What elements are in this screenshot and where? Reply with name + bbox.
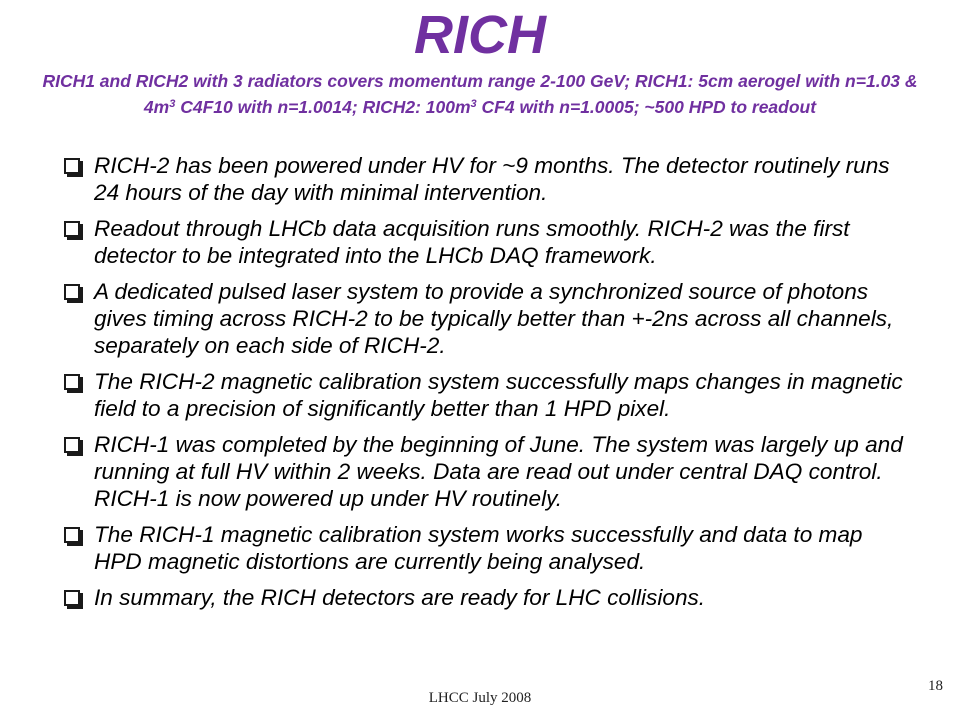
bullet-text: A dedicated pulsed laser system to provide a synchronized source of photons gives timing across RICH-2 to be typically better than +-2ns across all channels, separately on each side of RICH-2. [94,279,894,358]
bullet-item [64,431,910,512]
bullet-text: The RICH-1 magnetic calibration system works successfully and data to map HPD magnetic distortions are currently being analysed. [94,522,863,574]
hollow-square-bullet-icon [64,437,80,453]
bullet-item [64,521,910,575]
slide-subtitle [40,68,920,120]
subtitle-text-3: CF4 with n=1.0005; ~500 HPD to readout [476,97,817,117]
hollow-square-bullet-icon [64,527,80,543]
bullet-text: Readout through LHCb data acquisition runs smoothly. RICH-2 was the first detector to be integrated into the LHCb DAQ framework. [94,216,850,268]
hollow-square-bullet-icon [64,284,80,300]
bullet-item [64,278,910,359]
slide-title: RICH [414,5,546,65]
hollow-square-bullet-icon [64,374,80,390]
subtitle-superscript-2: 3 [470,98,477,110]
hollow-square-bullet-icon [64,158,80,174]
subtitle-text-2: C4F10 with n=1.0014; RICH2: 100m [175,97,471,117]
hollow-square-bullet-icon [64,590,80,606]
bullet-item [64,215,910,269]
bullet-item [64,152,910,206]
bullet-item [64,584,910,611]
bullet-list [64,152,910,620]
page-number: 18 [928,678,943,694]
bullet-text: The RICH-2 magnetic calibration system successfully maps changes in magnetic field to a precision of significantly better than 1 HPD pixel. [94,369,903,421]
hollow-square-bullet-icon [64,221,80,237]
bullet-item [64,368,910,422]
bullet-text: In summary, the RICH detectors are ready for LHC collisions. [94,585,706,610]
subtitle-superscript-1: 3 [169,98,176,110]
bullet-text: RICH-1 was completed by the beginning of June. The system was largely up and running at full HV within 2 weeks. Data are read out under central DAQ control. RICH-1 is now powered up under HV routinely. [94,432,903,511]
subtitle-text-1: RICH1 and RICH2 with 3 radiators covers momentum range 2-100 GeV; RICH1: 5cm aerogel with n=1.03 & 4m [42,71,918,117]
slide-footer: LHCC July 2008 [428,690,532,706]
bullet-text: RICH-2 has been powered under HV for ~9 months. The detector routinely runs 24 hours of the day with minimal intervention. [94,153,890,205]
